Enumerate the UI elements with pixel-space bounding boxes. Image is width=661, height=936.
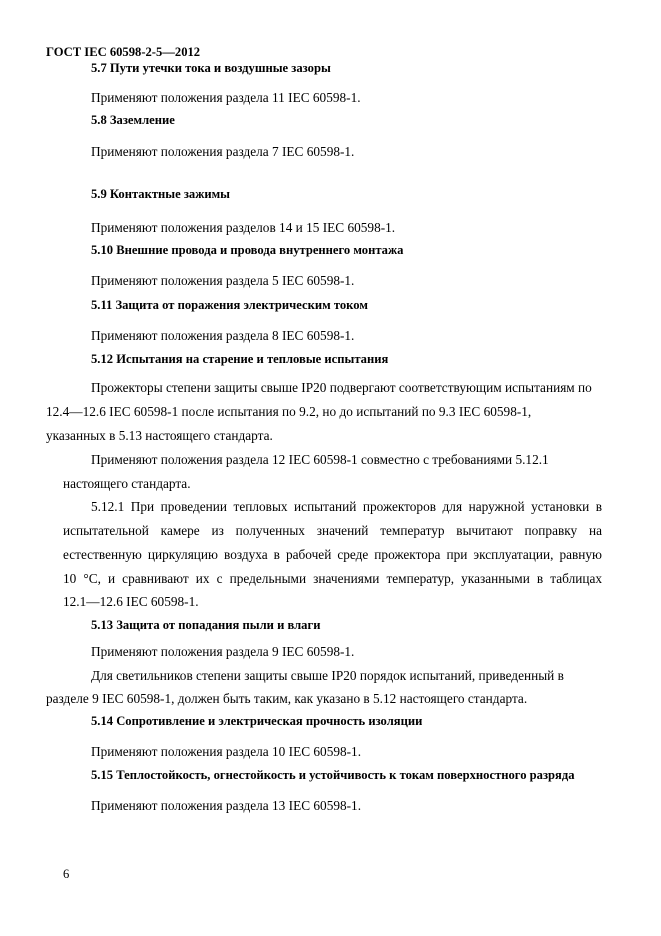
standard-designation: ГОСТ IEC 60598-2-5—2012 [46, 45, 201, 59]
section-heading-5-10: 5.10 Внешние провода и провода внутреннего монтажа [91, 243, 404, 257]
section-heading-5-12: 5.12 Испытания на старение и тепловые испытания [91, 352, 389, 366]
paragraph-line: разделе 9 IEC 60598-1, должен быть таким, как указано в 5.12 настоящего стандарта. [46, 691, 528, 706]
section-text-5-14: Применяют положения раздела 10 IEC 60598-1. [91, 744, 362, 759]
paragraph-line-justified: 5.12.1 При проведении тепловых испытаний прожекторов для наружной установки в [91, 499, 602, 514]
paragraph-line: 12.4—12.6 IEC 60598-1 после испытания по 9.2, но до испытаний по 9.3 IEC 60598-1, [46, 404, 532, 419]
paragraph-line-justified: испытательной камере из полученных значений температур вычитают поправку на [63, 523, 602, 538]
paragraph-line: указанных в 5.13 настоящего стандарта. [46, 428, 273, 443]
paragraph-line: 12.1—12.6 IEC 60598-1. [63, 594, 199, 609]
section-heading-5-9: 5.9 Контактные зажимы [91, 187, 231, 201]
paragraph-line-justified: 10 °С, и сравнивают их с предельными значениями температур, указанными в таблицах [63, 571, 602, 586]
section-heading-5-14: 5.14 Сопротивление и электрическая прочность изоляции [91, 714, 423, 728]
paragraph-line: Прожекторы степени защиты свыше IP20 подвергают соответствующим испытаниям по [91, 380, 592, 395]
section-text-5-8: Применяют положения раздела 7 IEC 60598-1. [91, 144, 355, 159]
section-text-5-11: Применяют положения раздела 8 IEC 60598-1. [91, 328, 355, 343]
section-heading-5-13: 5.13 Защита от попадания пыли и влаги [91, 618, 321, 632]
section-text-5-7: Применяют положения раздела 11 IEC 60598-1. [91, 90, 361, 105]
section-heading-5-11: 5.11 Защита от поражения электрическим током [91, 298, 368, 312]
section-heading-5-15: 5.15 Теплостойкость, огнестойкость и устойчивость к токам поверхностного разряда [91, 768, 575, 782]
section-text-5-10: Применяют положения раздела 5 IEC 60598-1. [91, 273, 355, 288]
paragraph-line: Для светильников степени защиты свыше IP20 порядок испытаний, приведенный в [91, 668, 564, 683]
section-heading-5-7: 5.7 Пути утечки тока и воздушные зазоры [91, 61, 331, 75]
section-text-5-13: Применяют положения раздела 9 IEC 60598-1. [91, 644, 355, 659]
section-text-5-15: Применяют положения раздела 13 IEC 60598-1. [91, 798, 362, 813]
section-text-5-9: Применяют положения разделов 14 и 15 IEC 60598-1. [91, 220, 396, 235]
section-heading-5-8: 5.8 Заземление [91, 113, 175, 127]
paragraph-line-justified: естественную циркуляцию воздуха в рабочей среде прожектора при эксплуатации, равную [63, 547, 602, 562]
paragraph-line: Применяют положения раздела 12 IEC 60598-1 совместно с требованиями 5.12.1 [91, 452, 549, 467]
paragraph-line: настоящего стандарта. [63, 476, 191, 491]
page-number: 6 [63, 867, 70, 881]
